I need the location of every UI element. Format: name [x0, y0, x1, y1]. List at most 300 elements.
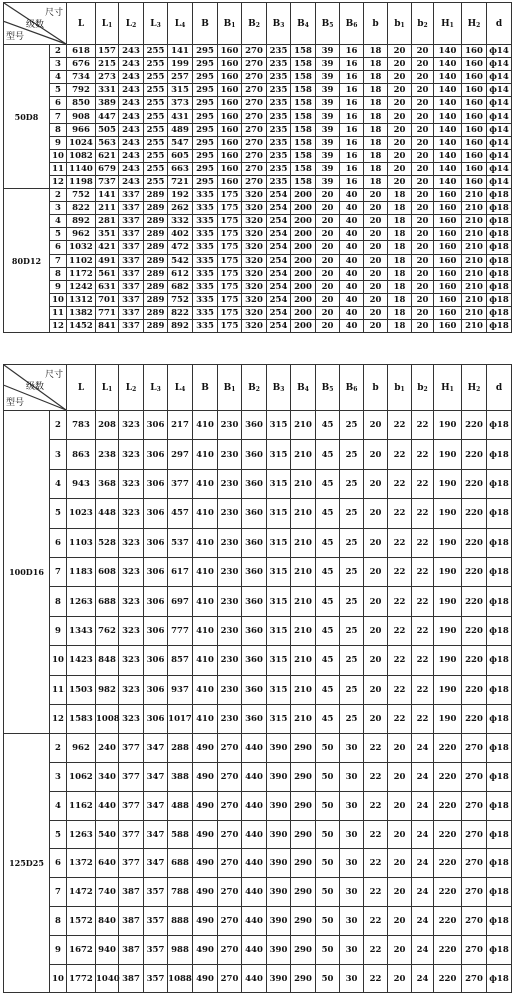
value-cell: 230 [218, 469, 242, 498]
value-cell: 360 [242, 440, 267, 469]
value-cell: 410 [193, 646, 218, 675]
value-cell: 323 [119, 440, 144, 469]
value-cell: 1017 [168, 704, 193, 733]
value-cell: 360 [242, 616, 267, 645]
value-cell: 210 [462, 267, 487, 280]
value-cell: 306 [144, 528, 168, 557]
column-header [193, 3, 218, 45]
value-cell: 290 [291, 849, 316, 878]
value-cell: 243 [119, 110, 144, 123]
value-cell: 332 [168, 215, 193, 228]
value-cell: 40 [340, 228, 364, 241]
value-cell: 20 [388, 71, 412, 84]
value-cell: 270 [462, 820, 487, 849]
value-cell: 45 [316, 528, 340, 557]
column-header [168, 365, 193, 411]
value-cell: 357 [144, 878, 168, 907]
table-row [4, 58, 512, 71]
value-cell: 270 [218, 791, 242, 820]
value-cell: 390 [267, 878, 291, 907]
value-cell: 175 [218, 306, 242, 319]
value-cell: 377 [119, 763, 144, 792]
column-header [144, 3, 168, 45]
table-row [4, 306, 512, 319]
value-cell: 22 [412, 411, 434, 440]
value-cell: 160 [218, 97, 242, 110]
value-cell: 20 [316, 189, 340, 202]
value-cell: 22 [412, 440, 434, 469]
value-cell: 940 [96, 935, 119, 964]
value-cell: 140 [434, 123, 462, 136]
table-row [4, 935, 512, 964]
value-cell: 270 [242, 84, 267, 97]
value-cell: 210 [291, 499, 316, 528]
header-label: $H_1$ [441, 382, 454, 393]
column-header [388, 365, 412, 411]
value-cell: 235 [267, 175, 291, 188]
column-header [462, 365, 487, 411]
value-cell: 20 [412, 254, 434, 267]
value-cell: 160 [218, 175, 242, 188]
stage-cell: 7 [50, 878, 67, 907]
header-label: $b_2$ [417, 382, 428, 393]
value-cell: 1032 [67, 241, 96, 254]
table-row [4, 587, 512, 616]
header-label: $B_2$ [248, 382, 260, 393]
value-cell: 30 [340, 820, 364, 849]
column-header [67, 3, 96, 45]
value-cell: ф14 [487, 97, 512, 110]
value-cell: 30 [340, 935, 364, 964]
column-header [291, 3, 316, 45]
dimension-table-1 [3, 2, 512, 333]
value-cell: 200 [291, 202, 316, 215]
value-cell: 270 [462, 849, 487, 878]
table-row [4, 646, 512, 675]
value-cell: 140 [434, 175, 462, 188]
table-row [4, 734, 512, 763]
stage-cell: 6 [50, 528, 67, 557]
value-cell: 290 [291, 820, 316, 849]
value-cell: 440 [242, 734, 267, 763]
value-cell: 982 [96, 675, 119, 704]
value-cell: 255 [144, 149, 168, 162]
value-cell: 220 [462, 616, 487, 645]
value-cell: 16 [340, 58, 364, 71]
value-cell: 255 [144, 136, 168, 149]
table-row [4, 228, 512, 241]
value-cell: 387 [119, 907, 144, 936]
value-cell: 20 [412, 267, 434, 280]
value-cell: 547 [168, 136, 193, 149]
value-cell: 390 [267, 820, 291, 849]
value-cell: 160 [218, 149, 242, 162]
value-cell: 295 [193, 149, 218, 162]
value-cell: 25 [340, 675, 364, 704]
value-cell: 50 [316, 849, 340, 878]
stage-cell: 10 [50, 149, 67, 162]
value-cell: 175 [218, 189, 242, 202]
value-cell: ф18 [487, 791, 512, 820]
header-label: $B_5$ [321, 382, 334, 393]
value-cell: 270 [242, 45, 267, 58]
value-cell: 270 [218, 907, 242, 936]
header-label: $B_4$ [297, 18, 309, 29]
value-cell: 22 [412, 704, 434, 733]
value-cell: 160 [218, 162, 242, 175]
value-cell: 20 [412, 202, 434, 215]
value-cell: 421 [96, 241, 119, 254]
value-cell: 20 [364, 293, 388, 306]
value-cell: 306 [144, 616, 168, 645]
value-cell: 320 [242, 228, 267, 241]
value-cell: 50 [316, 935, 340, 964]
value-cell: ф18 [487, 935, 512, 964]
value-cell: 20 [388, 763, 412, 792]
value-cell: 254 [267, 215, 291, 228]
table-row [4, 319, 512, 332]
corner-stage-label: 级数 [26, 382, 45, 392]
value-cell: 20 [364, 228, 388, 241]
value-cell: 158 [291, 136, 316, 149]
value-cell: 230 [218, 587, 242, 616]
value-cell: 888 [168, 907, 193, 936]
value-cell: 270 [242, 97, 267, 110]
value-cell: 387 [119, 964, 144, 993]
column-header [96, 3, 119, 45]
value-cell: 200 [291, 319, 316, 332]
value-cell: 320 [242, 202, 267, 215]
value-cell: 679 [96, 162, 119, 175]
value-cell: 16 [340, 136, 364, 149]
value-cell: 676 [67, 58, 96, 71]
value-cell: 25 [340, 411, 364, 440]
value-cell: 220 [462, 499, 487, 528]
value-cell: 235 [267, 71, 291, 84]
value-cell: 30 [340, 907, 364, 936]
value-cell: 20 [412, 228, 434, 241]
value-cell: 220 [434, 935, 462, 964]
value-cell: 1372 [67, 849, 96, 878]
value-cell: 50 [316, 964, 340, 993]
value-cell: 388 [168, 763, 193, 792]
value-cell: 270 [462, 964, 487, 993]
column-header [316, 365, 340, 411]
value-cell: 20 [412, 149, 434, 162]
value-cell: 22 [364, 820, 388, 849]
value-cell: 410 [193, 499, 218, 528]
value-cell: 290 [291, 791, 316, 820]
value-cell: 158 [291, 97, 316, 110]
model-cell: 50D8 [4, 45, 50, 189]
value-cell: 220 [434, 849, 462, 878]
value-cell: 160 [218, 136, 242, 149]
value-cell: 45 [316, 616, 340, 645]
value-cell: 175 [218, 241, 242, 254]
value-cell: 1198 [67, 175, 96, 188]
value-cell: 20 [388, 97, 412, 110]
value-cell: 563 [96, 136, 119, 149]
value-cell: 157 [96, 45, 119, 58]
value-cell: 210 [462, 202, 487, 215]
value-cell: 40 [340, 319, 364, 332]
value-cell: 402 [168, 228, 193, 241]
value-cell: 377 [119, 734, 144, 763]
value-cell: 1162 [67, 791, 96, 820]
value-cell: 335 [193, 293, 218, 306]
value-cell: 1062 [67, 763, 96, 792]
value-cell: 160 [462, 123, 487, 136]
value-cell: 289 [144, 293, 168, 306]
value-cell: 410 [193, 469, 218, 498]
value-cell: 18 [388, 189, 412, 202]
value-cell: 20 [364, 241, 388, 254]
stage-cell: 8 [50, 907, 67, 936]
value-cell: 40 [340, 293, 364, 306]
value-cell: 315 [267, 557, 291, 586]
column-header [218, 365, 242, 411]
value-cell: 20 [412, 215, 434, 228]
value-cell: 20 [412, 162, 434, 175]
value-cell: 18 [388, 319, 412, 332]
value-cell: 489 [168, 123, 193, 136]
value-cell: 220 [462, 587, 487, 616]
value-cell: 200 [291, 241, 316, 254]
value-cell: 20 [364, 189, 388, 202]
value-cell: 20 [412, 71, 434, 84]
value-cell: 18 [364, 110, 388, 123]
value-cell: 337 [119, 254, 144, 267]
value-cell: 220 [434, 964, 462, 993]
value-cell: 440 [242, 964, 267, 993]
value-cell: 18 [364, 136, 388, 149]
table-row [4, 189, 512, 202]
value-cell: 160 [462, 162, 487, 175]
value-cell: 190 [434, 675, 462, 704]
value-cell: ф14 [487, 84, 512, 97]
value-cell: 295 [193, 123, 218, 136]
value-cell: 18 [388, 241, 412, 254]
value-cell: 270 [242, 136, 267, 149]
table-row [4, 616, 512, 645]
value-cell: 306 [144, 499, 168, 528]
value-cell: 357 [144, 907, 168, 936]
value-cell: 18 [388, 267, 412, 280]
value-cell: 22 [364, 964, 388, 993]
value-cell: 490 [193, 878, 218, 907]
value-cell: 160 [434, 254, 462, 267]
value-cell: 440 [242, 791, 267, 820]
value-cell: 22 [388, 411, 412, 440]
value-cell: 22 [364, 763, 388, 792]
value-cell: 40 [340, 306, 364, 319]
value-cell: 771 [96, 306, 119, 319]
value-cell: 335 [193, 241, 218, 254]
value-cell: 40 [340, 202, 364, 215]
value-cell: ф18 [487, 241, 512, 254]
value-cell: 320 [242, 254, 267, 267]
value-cell: 39 [316, 149, 340, 162]
value-cell: ф18 [487, 849, 512, 878]
value-cell: ф18 [487, 280, 512, 293]
table-row [4, 763, 512, 792]
value-cell: 315 [267, 587, 291, 616]
value-cell: 20 [316, 306, 340, 319]
value-cell: 1423 [67, 646, 96, 675]
value-cell: 288 [168, 734, 193, 763]
value-cell: 190 [434, 704, 462, 733]
value-cell: 140 [434, 84, 462, 97]
value-cell: 306 [144, 587, 168, 616]
value-cell: 18 [364, 97, 388, 110]
header-label: $B_1$ [223, 382, 236, 393]
model-cell: 80D12 [4, 189, 50, 333]
value-cell: 20 [364, 254, 388, 267]
value-cell: 337 [119, 189, 144, 202]
value-cell: 315 [267, 616, 291, 645]
column-header [434, 365, 462, 411]
value-cell: 335 [193, 254, 218, 267]
value-cell: 320 [242, 280, 267, 293]
table-row [4, 964, 512, 993]
value-cell: 160 [434, 319, 462, 332]
header-label: $b_1$ [394, 18, 405, 29]
header-label: $L_2$ [125, 18, 137, 29]
value-cell: 337 [119, 215, 144, 228]
value-cell: 295 [193, 136, 218, 149]
value-cell: 20 [364, 202, 388, 215]
value-cell: 160 [462, 97, 487, 110]
value-cell: 140 [434, 136, 462, 149]
value-cell: 752 [168, 293, 193, 306]
value-cell: 290 [291, 964, 316, 993]
stage-cell: 8 [50, 123, 67, 136]
header-label: $B_5$ [321, 18, 334, 29]
value-cell: 18 [364, 84, 388, 97]
value-cell: 377 [168, 469, 193, 498]
value-cell: 315 [168, 84, 193, 97]
value-cell: 22 [388, 557, 412, 586]
value-cell: 863 [67, 440, 96, 469]
value-cell: 337 [119, 228, 144, 241]
value-cell: 20 [364, 440, 388, 469]
value-cell: 440 [242, 820, 267, 849]
value-cell: 822 [168, 306, 193, 319]
value-cell: 25 [340, 469, 364, 498]
value-cell: 688 [168, 849, 193, 878]
value-cell: 160 [462, 58, 487, 71]
value-cell: 440 [242, 878, 267, 907]
value-cell: 20 [388, 878, 412, 907]
value-cell: 410 [193, 528, 218, 557]
value-cell: 295 [193, 175, 218, 188]
value-cell: 200 [291, 267, 316, 280]
value-cell: 254 [267, 189, 291, 202]
value-cell: 18 [388, 202, 412, 215]
value-cell: 528 [96, 528, 119, 557]
value-cell: 243 [119, 175, 144, 188]
value-cell: 295 [193, 97, 218, 110]
value-cell: 22 [388, 646, 412, 675]
value-cell: 360 [242, 411, 267, 440]
value-cell: 24 [412, 734, 434, 763]
value-cell: 20 [364, 319, 388, 332]
value-cell: 335 [193, 202, 218, 215]
value-cell: 323 [119, 587, 144, 616]
header-label: $B_3$ [272, 18, 285, 29]
value-cell: 306 [144, 469, 168, 498]
value-cell: 22 [364, 849, 388, 878]
value-cell: 752 [67, 189, 96, 202]
value-cell: 788 [168, 878, 193, 907]
value-cell: 200 [291, 254, 316, 267]
value-cell: 20 [364, 499, 388, 528]
header-label: $H_2$ [467, 18, 481, 29]
value-cell: 39 [316, 84, 340, 97]
value-cell: 255 [144, 58, 168, 71]
value-cell: 16 [340, 45, 364, 58]
value-cell: 612 [168, 267, 193, 280]
value-cell: 45 [316, 440, 340, 469]
value-cell: 235 [267, 162, 291, 175]
header-label: L [77, 18, 85, 29]
value-cell: 220 [462, 528, 487, 557]
value-cell: 243 [119, 136, 144, 149]
value-cell: 243 [119, 149, 144, 162]
value-cell: 377 [119, 791, 144, 820]
value-cell: 20 [364, 675, 388, 704]
value-cell: 20 [388, 964, 412, 993]
value-cell: 18 [364, 58, 388, 71]
value-cell: 220 [434, 820, 462, 849]
value-cell: 347 [144, 734, 168, 763]
value-cell: 20 [388, 791, 412, 820]
value-cell: 347 [144, 820, 168, 849]
value-cell: 966 [67, 123, 96, 136]
value-cell: 25 [340, 557, 364, 586]
value-cell: 243 [119, 45, 144, 58]
stage-cell: 9 [50, 616, 67, 645]
value-cell: 491 [96, 254, 119, 267]
value-cell: 270 [462, 763, 487, 792]
table-row [4, 45, 512, 58]
column-header [144, 365, 168, 411]
stage-cell: 9 [50, 136, 67, 149]
value-cell: 160 [218, 110, 242, 123]
value-cell: 20 [388, 45, 412, 58]
value-cell: 160 [434, 228, 462, 241]
stage-cell: 10 [50, 964, 67, 993]
value-cell: 270 [218, 935, 242, 964]
value-cell: 160 [462, 149, 487, 162]
value-cell: 1472 [67, 878, 96, 907]
table-row [4, 849, 512, 878]
value-cell: 270 [462, 907, 487, 936]
value-cell: 20 [412, 175, 434, 188]
value-cell: 335 [193, 267, 218, 280]
table-row [4, 241, 512, 254]
value-cell: 337 [119, 280, 144, 293]
value-cell: 175 [218, 319, 242, 332]
value-cell: 289 [144, 280, 168, 293]
value-cell: 390 [267, 964, 291, 993]
value-cell: 448 [96, 499, 119, 528]
value-cell: 20 [412, 58, 434, 71]
value-cell: 200 [291, 306, 316, 319]
value-cell: 315 [267, 675, 291, 704]
value-cell: 220 [434, 734, 462, 763]
value-cell: 200 [291, 189, 316, 202]
